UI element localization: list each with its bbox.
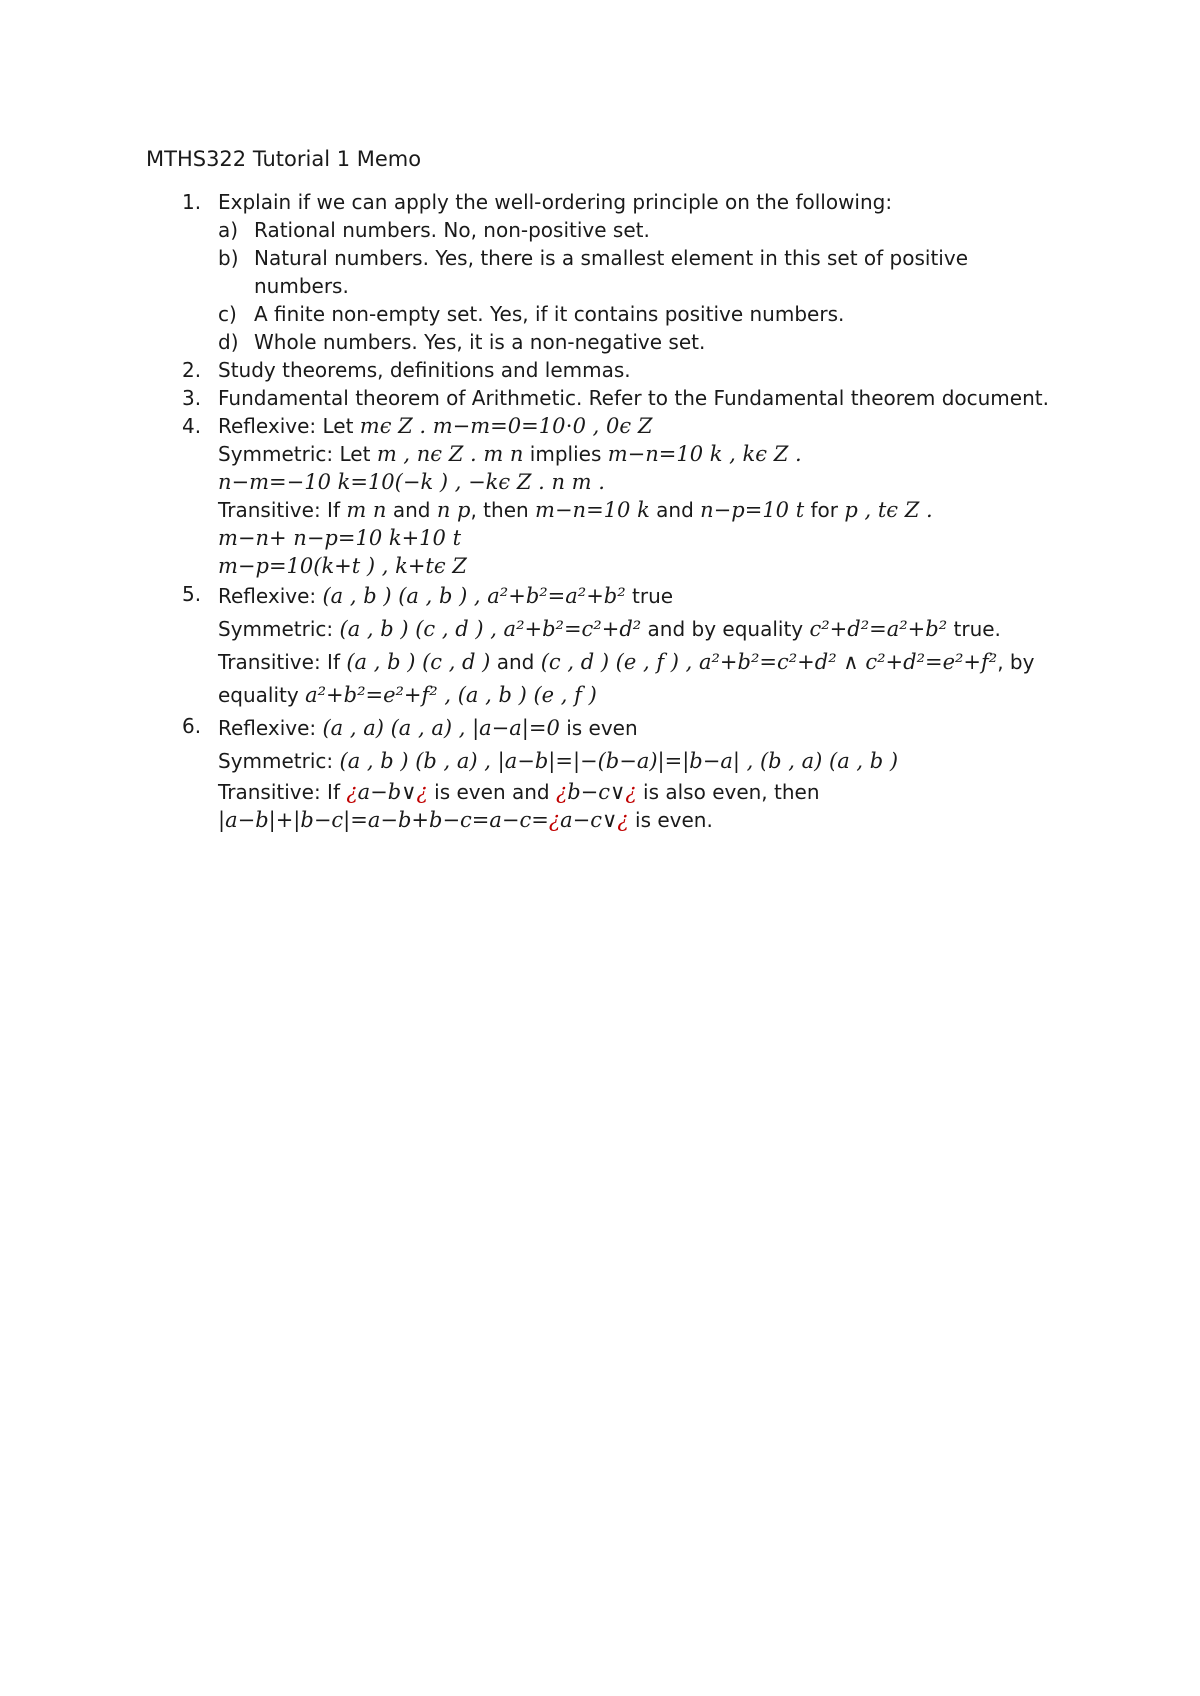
math-expression: (a , b ) (c , d ) xyxy=(346,650,491,674)
line-text: and by equality xyxy=(641,617,810,641)
math-expression: m n xyxy=(346,498,387,522)
reflexive-line xyxy=(218,712,1066,745)
line-text: Transitive: If xyxy=(218,498,347,522)
math-expression: (c , d ) (e , f ) , a²+b²=c²+d² ∧ c²+d²=e²+f² xyxy=(540,650,998,674)
transitive-line-2 xyxy=(218,806,1066,834)
sub-item-b xyxy=(218,244,1066,300)
math-expression: (a , b ) (b , a) , |a−b|=|−(b−a)|=|b−a| , (b , a) (a , b ) xyxy=(339,749,899,773)
math-expression: (a , b ) (c , d ) , a²+b²=c²+d² xyxy=(339,617,642,641)
symmetric-line xyxy=(218,440,1066,468)
line-text: is even xyxy=(559,716,638,740)
line-text: Reflexive: xyxy=(218,584,323,608)
line-text: Transitive: If xyxy=(218,650,347,674)
question-number: 6. xyxy=(182,714,202,738)
sub-item-label: d) xyxy=(218,330,239,354)
math-expression: n−p=10 t xyxy=(700,498,805,522)
math-expression: m−n=10 k , kϵ Z . xyxy=(607,442,802,466)
math-expression: a−b∨ xyxy=(357,780,417,804)
line-text: , by xyxy=(997,650,1035,674)
question-text: Fundamental theorem of Arithmetic. Refer to the Fundamental theorem document. xyxy=(218,386,1049,410)
transitive-line-2 xyxy=(218,679,1066,712)
transitive-line-3 xyxy=(218,552,1066,580)
math-expression: m−p=10(k+t ) , k+tϵ Z xyxy=(218,554,467,578)
transitive-line xyxy=(218,646,1066,679)
transitive-line xyxy=(218,496,1066,524)
line-text: implies xyxy=(523,442,608,466)
math-expression: b−c∨ xyxy=(567,780,626,804)
line-text: Symmetric: Let xyxy=(218,442,377,466)
sub-item-a xyxy=(218,216,1066,244)
symmetric-line-2 xyxy=(218,468,1066,496)
sub-item-c xyxy=(218,300,1066,328)
line-text: is also even, then xyxy=(636,780,820,804)
question-number: 2. xyxy=(182,358,202,382)
question-list xyxy=(146,188,1066,834)
line-text: is even and xyxy=(427,780,556,804)
question-2 xyxy=(146,356,1066,384)
line-text: for xyxy=(804,498,845,522)
sub-item-text: Natural numbers. Yes, there is a smallest element in this set of positive numbers. xyxy=(254,246,969,298)
line-text: is even. xyxy=(628,808,713,832)
math-expression: p , tϵ Z . xyxy=(844,498,933,522)
reflexive-line xyxy=(218,412,1066,440)
line-text: true xyxy=(625,584,674,608)
broken-symbol: ¿ xyxy=(346,780,358,804)
sub-item-label: b) xyxy=(218,246,239,270)
math-expression: n p xyxy=(436,498,471,522)
math-expression: a²+b²=e²+f² , (a , b ) (e , f ) xyxy=(305,683,597,707)
line-text: equality xyxy=(218,683,306,707)
math-expression: mϵ Z . m−m=0=10⋅0 , 0ϵ Z xyxy=(359,414,653,438)
question-4 xyxy=(146,412,1066,580)
sub-item-d xyxy=(218,328,1066,356)
sub-item-text: Whole numbers. Yes, it is a non-negative set. xyxy=(254,330,706,354)
broken-symbol: ¿ xyxy=(617,808,629,832)
line-text: , then xyxy=(470,498,536,522)
sub-item-text: A finite non-empty set. Yes, if it contains positive numbers. xyxy=(254,302,845,326)
math-expression: m−n+ n−p=10 k+10 t xyxy=(218,526,462,550)
reflexive-line xyxy=(218,580,1066,613)
math-expression: n−m=−10 k=10(−k ) , −kϵ Z . n m . xyxy=(218,470,605,494)
line-text: Symmetric: xyxy=(218,749,340,773)
symmetric-line xyxy=(218,745,1066,778)
sub-item-label: a) xyxy=(218,218,239,242)
broken-symbol: ¿ xyxy=(416,780,428,804)
question-1 xyxy=(146,188,1066,356)
math-expression: (a , a) (a , a) , |a−a|=0 xyxy=(322,716,560,740)
line-text: true. xyxy=(947,617,1001,641)
question-5 xyxy=(146,580,1066,712)
line-text: Reflexive: xyxy=(218,716,323,740)
math-expression: c²+d²=a²+b² xyxy=(809,617,948,641)
question-number: 1. xyxy=(182,190,202,214)
math-expression: |a−b|+|b−c|=a−b+b−c=a−c= xyxy=(218,808,549,832)
broken-symbol: ¿ xyxy=(548,808,561,832)
line-text: Reflexive: Let xyxy=(218,414,360,438)
sub-item-label: c) xyxy=(218,302,237,326)
math-expression: m−n=10 k xyxy=(535,498,650,522)
line-text: Symmetric: xyxy=(218,617,340,641)
line-text: Transitive: If xyxy=(218,780,347,804)
line-text: and xyxy=(490,650,541,674)
broken-symbol: ¿ xyxy=(625,780,637,804)
question-text: Explain if we can apply the well-ordering principle on the following: xyxy=(218,190,893,214)
question-number: 5. xyxy=(182,582,202,606)
question-text: Study theorems, definitions and lemmas. xyxy=(218,358,631,382)
sub-item-text: Rational numbers. No, non-positive set. xyxy=(254,218,650,242)
document-title: MTHS322 Tutorial 1 Memo xyxy=(146,147,422,171)
question-6 xyxy=(146,712,1066,834)
math-expression: m , nϵ Z . m n xyxy=(376,442,524,466)
question-number: 3. xyxy=(182,386,202,410)
line-text: and xyxy=(386,498,437,522)
math-expression: (a , b ) (a , b ) , a²+b²=a²+b² xyxy=(322,584,626,608)
transitive-line xyxy=(218,778,1066,806)
symmetric-line xyxy=(218,613,1066,646)
broken-symbol: ¿ xyxy=(555,780,568,804)
question-number: 4. xyxy=(182,414,202,438)
question-3 xyxy=(146,384,1066,412)
line-text: and xyxy=(649,498,701,522)
math-expression: a−c∨ xyxy=(560,808,618,832)
transitive-line-2 xyxy=(218,524,1066,552)
